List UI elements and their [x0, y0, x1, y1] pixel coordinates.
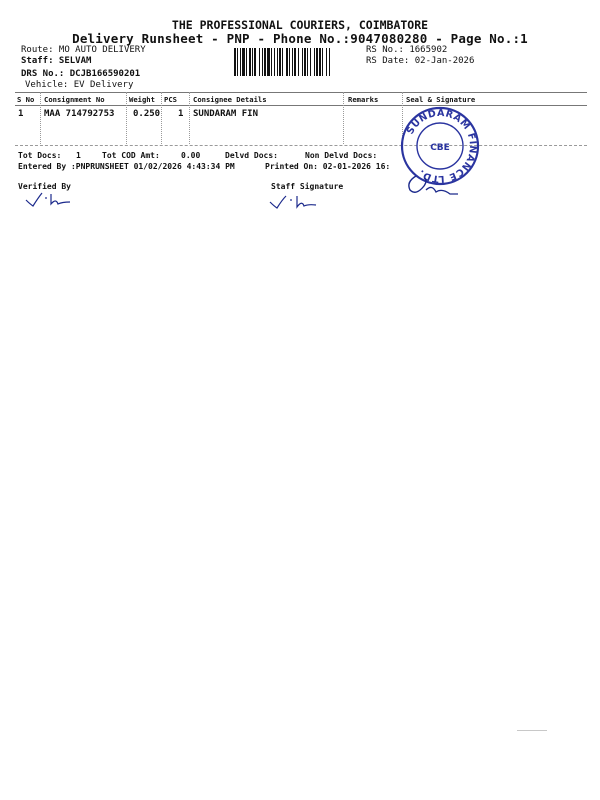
barcode-bar — [249, 48, 251, 76]
cell-consignee: SUNDARAM FIN — [193, 109, 259, 119]
col-consignment: Consignment No — [44, 95, 105, 104]
barcode-bar — [254, 48, 256, 76]
barcode-bar — [262, 48, 263, 76]
non-delvd-docs-label: Non Delvd Docs: — [305, 151, 378, 160]
barcode-bar — [316, 48, 318, 76]
cell-pcs: 1 — [178, 109, 184, 119]
col-divider — [126, 92, 127, 144]
barcode-bar — [286, 48, 288, 76]
barcode-bar — [282, 48, 283, 76]
barcode-bar — [304, 48, 306, 76]
col-divider — [161, 92, 162, 144]
col-pcs: PCS — [164, 95, 177, 104]
barcode — [234, 48, 362, 76]
col-sno: S No — [17, 95, 35, 104]
barcode-bar — [289, 48, 290, 76]
table-bottom-rule — [15, 145, 587, 146]
col-divider — [189, 92, 190, 144]
barcode-bar — [307, 48, 308, 76]
stamp-name: SUNDARAM FINANCE LTD. — [404, 107, 479, 185]
col-consignee: Consignee Details — [193, 95, 267, 104]
tot-docs-label: Tot Docs: — [18, 151, 62, 160]
barcode-bar — [259, 48, 260, 76]
entered-by: Entered By :PNPRUNSHEET 01/02/2026 4:43:34 PM — [18, 162, 235, 171]
tot-cod-value: 0.00 — [181, 151, 201, 160]
company-title: THE PROFESSIONAL COURIERS, COIMBATORE — [171, 18, 429, 32]
stamp-center: CBE — [430, 143, 450, 153]
barcode-bar — [329, 48, 330, 76]
tot-cod-label: Tot COD Amt: — [102, 151, 160, 160]
staff-label: Staff: SELVAM — [21, 56, 92, 66]
barcode-bar — [302, 48, 303, 76]
col-seal-signature: Seal & Signature — [406, 95, 476, 104]
barcode-bar — [298, 48, 299, 76]
barcode-bar — [242, 48, 245, 76]
route-label: Route: MO AUTO DELIVERY — [21, 45, 146, 55]
barcode-bar — [314, 48, 315, 76]
cell-sno: 1 — [18, 109, 24, 119]
barcode-bar — [294, 48, 296, 76]
barcode-bar — [274, 48, 275, 76]
delvd-docs-label: Delvd Docs: — [225, 151, 278, 160]
barcode-bar — [252, 48, 253, 76]
col-weight: Weight — [129, 95, 155, 104]
barcode-bar — [237, 48, 238, 76]
barcode-bar — [264, 48, 266, 76]
verified-signature — [24, 190, 72, 210]
tot-docs-value: 1 — [76, 151, 81, 160]
scan-mark — [517, 730, 547, 731]
cell-weight: 0.250 — [133, 109, 161, 119]
barcode-bar — [240, 48, 241, 76]
barcode-bar — [277, 48, 278, 76]
staff-signature-label: Staff Signature — [271, 182, 344, 191]
barcode-bar — [292, 48, 293, 76]
barcode-bar — [267, 48, 270, 76]
printed-on: Printed On: 02-01-2026 16: — [265, 162, 391, 171]
vehicle-label: Vehicle: EV Delivery — [25, 80, 134, 90]
cell-consignment: MAA 714792753 — [44, 109, 115, 119]
col-divider — [40, 92, 41, 144]
barcode-bar — [271, 48, 272, 76]
col-remarks: Remarks — [348, 95, 379, 104]
table-top-rule — [15, 92, 587, 93]
staff-signature — [268, 192, 318, 212]
barcode-bar — [310, 48, 311, 76]
col-divider — [343, 92, 344, 144]
barcode-bar — [319, 48, 321, 76]
runsheet-title: Delivery Runsheet - PNP - Phone No.:9047080280 - Page No.:1 — [72, 31, 528, 46]
barcode-bar — [234, 48, 236, 76]
verified-by-label: Verified By — [18, 182, 71, 191]
consignee-signature — [402, 172, 462, 200]
barcode-bar — [322, 48, 323, 76]
table-header-rule — [15, 105, 587, 106]
rs-date: RS Date: 02-Jan-2026 — [366, 56, 475, 66]
barcode-bar — [326, 48, 327, 76]
barcode-bar — [279, 48, 281, 76]
rs-number: RS No.: 1665902 — [366, 45, 448, 55]
barcode-bar — [246, 48, 247, 76]
drs-number: DRS No.: DCJB166590201 — [21, 69, 141, 79]
